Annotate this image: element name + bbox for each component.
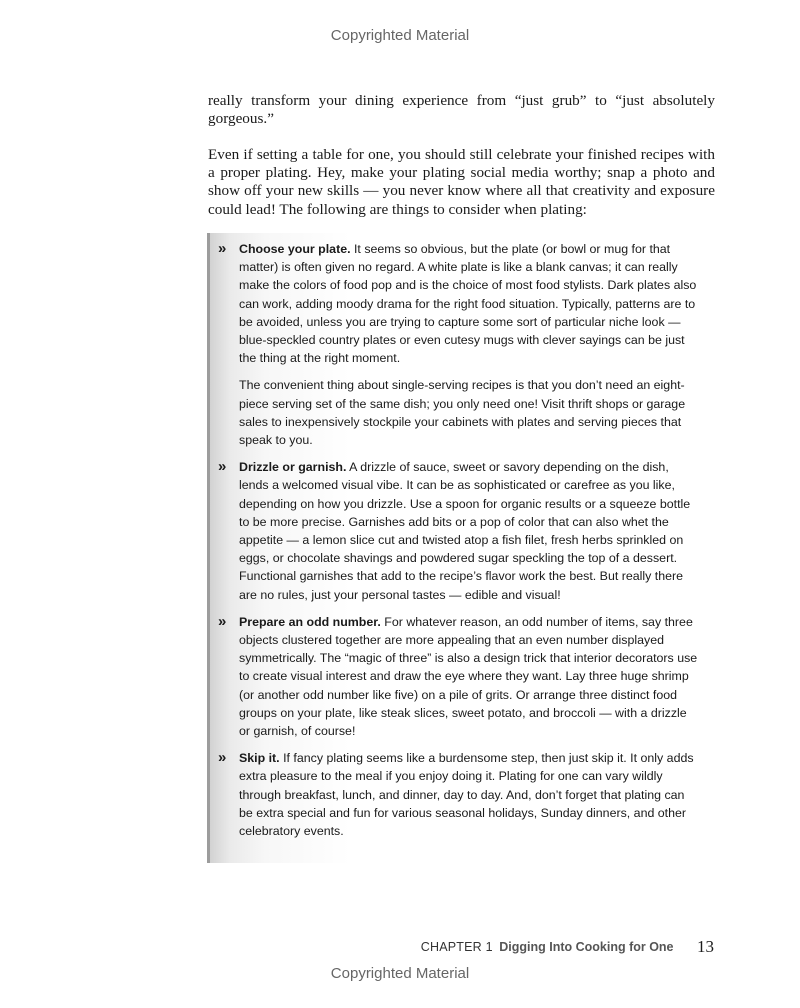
tip-title: Choose your plate. bbox=[239, 242, 351, 256]
intro-paragraph-1: really transform your dining experience from “just grub” to “just absolutely gorgeous.” bbox=[208, 92, 715, 128]
tip-prepare-odd-number bbox=[210, 613, 715, 740]
page-footer bbox=[421, 936, 714, 956]
chapter-title: Digging Into Cooking for One bbox=[499, 940, 674, 954]
chapter-label: CHAPTER 1 bbox=[420, 940, 493, 954]
intro-paragraph-2: Even if setting a table for one, you should still celebrate your finished recipes with a proper plating. Hey, make your plating social media worthy; snap a photo and show off your new skills — you never know where all that creativity and exposure could lead! The following are things to consider when plating: bbox=[208, 146, 715, 218]
copyright-watermark-bottom: Copyrighted Material bbox=[330, 965, 470, 982]
tips-list bbox=[210, 240, 715, 849]
tip-text: If fancy plating seems like a burdensome step, then just skip it. It only adds extra pleasure to the meal if you enjoy doing it. Plating for one can vary wildly through breakfast, lunch, and dinner, day to day. And, don’t forget that plating can be extra special and fun for various seasonal holidays, Sunday dinners, and other celebratory events. bbox=[239, 751, 694, 839]
page-number: 13 bbox=[697, 937, 714, 956]
double-chevron-icon: » bbox=[218, 458, 227, 476]
tip-title: Skip it. bbox=[239, 751, 280, 766]
tip-title: Drizzle or garnish. bbox=[239, 460, 347, 475]
tip-skip-it bbox=[210, 749, 715, 840]
tip-choose-your-plate bbox=[210, 240, 715, 449]
tip-text: A drizzle of sauce, sweet or savory depending on the dish, lends a welcomed visual vibe. It can be as sophisticated or carefree as you like, depending on how you drizzle. Use a spoon for organic results or a squeeze bottle to be more precise. Garnishes add bits or a pop of color that can also whet the appetite — a lemon slice cut and twisted atop a fish filet, fresh herbs sprinkled on eggs, or chocolate shavings and powdered sugar speckling the top of a dessert. Functional garnishes that add to the recipe’s flavor work the best. But really there are no rules, just your personal tastes — edible and visual! bbox=[239, 460, 691, 602]
tip-drizzle-or-garnish bbox=[210, 458, 715, 604]
plating-tips-sidebar bbox=[207, 233, 717, 863]
tip-extra-paragraph: The convenient thing about single-serving recipes is that you don’t need an eight-piece serving set of the same dish; you only need one! Visit thrift shops or garage sales to inexpensively stockpile your cabinets with plates and serving pieces that speak to you. bbox=[239, 378, 686, 448]
tip-text: It seems so obvious, but the plate (or bowl or mug for that matter) is often given no regard. A white plate is like a blank canvas; it can really make the colors of food pop and is the choice of most food stylists. Dark plates also can work, adding moody drama for the right food situation. Typically, patterns are to be avoided, unless you are trying to capture some sort of particular niche look — blue-speckled country plates or even cutesy mugs with clever sayings can be just the thing at the right moment. bbox=[239, 242, 697, 366]
tip-title: Prepare an odd number. bbox=[239, 614, 381, 629]
double-chevron-icon: » bbox=[218, 612, 227, 630]
copyright-watermark-top: Copyrighted Material bbox=[330, 27, 470, 44]
tip-text: For whatever reason, an odd number of items, say three objects clustered together are more appealing that an even number displayed symmetrically. The “magic of three” is also a design trick that interior decorators use to create visual interest and draw the eye where they want. Lay three huge shrimp (or another odd number like five) on a pile of grits. Or arrange three distinct food groups on your plate, like steak slices, sweet potato, and broccoli — with a drizzle or garnish, of course! bbox=[239, 614, 698, 739]
double-chevron-icon: » bbox=[218, 240, 227, 257]
double-chevron-icon: » bbox=[218, 749, 227, 767]
